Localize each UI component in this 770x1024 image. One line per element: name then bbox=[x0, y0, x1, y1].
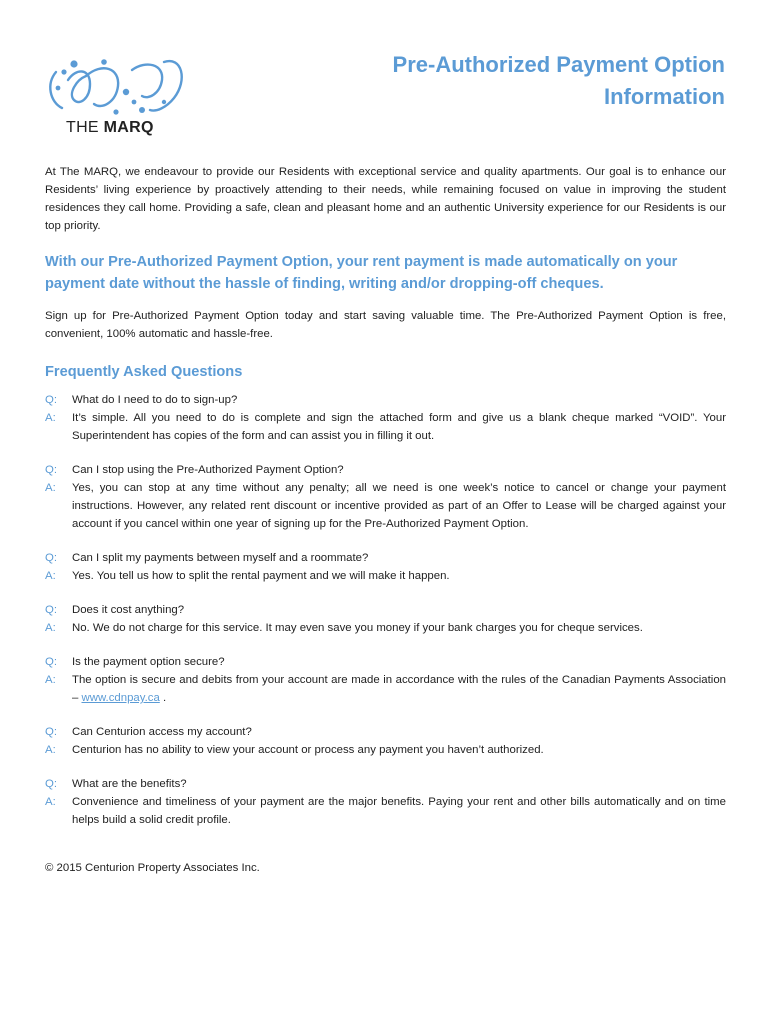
faq-question: What do I need to do to sign-up? bbox=[72, 394, 238, 406]
signup-paragraph: Sign up for Pre-Authorized Payment Option today and start saving valuable time. The Pre-Authorized Payment Option is free, convenient, 100% automatic and hassle-free. bbox=[45, 310, 726, 340]
question-label: Q: bbox=[45, 394, 58, 406]
faq-answer: The option is secure and debits from your account are made in accordance with the rules of the Canadian Payments Association – www.cdnpay.ca . bbox=[72, 674, 726, 704]
faq-question: Can I split my payments between myself and a roommate? bbox=[72, 552, 369, 564]
question-label: Q: bbox=[45, 778, 58, 790]
the-marq-logo bbox=[46, 50, 196, 140]
logo-wordmark: THE MARQ bbox=[66, 119, 154, 136]
page-title-line-2: Information bbox=[604, 84, 725, 109]
document-body bbox=[45, 163, 726, 877]
question-label: Q: bbox=[45, 464, 58, 476]
page-title bbox=[365, 49, 725, 113]
faq-answer: Yes, you can stop at any time without any penalty; all we need is one week’s notice to cancel or change your payment instructions. However, any related rent discount or incentive provided as part of an Offer to Lease will be charged against your account if you cancel within one year of signing up for the Pre-Authorized Payment Option. bbox=[72, 482, 726, 530]
copyright-footer: © 2015 Centurion Property Associates Inc. bbox=[45, 862, 260, 874]
faq-item bbox=[45, 653, 726, 707]
answer-label: A: bbox=[45, 412, 56, 424]
logo-swirl-icon bbox=[46, 50, 196, 120]
answer-label: A: bbox=[45, 744, 56, 756]
faq-item bbox=[45, 723, 726, 759]
faq-question: Can Centurion access my account? bbox=[72, 726, 252, 738]
faq-answer: It’s simple. All you need to do is complete and sign the attached form and give us a blank cheque marked “VOID”. Your Superintendent has copies of the form and can assist you in filling it out. bbox=[72, 412, 726, 442]
question-label: Q: bbox=[45, 552, 58, 564]
faq-answer: Yes. You tell us how to split the rental payment and we will make it happen. bbox=[72, 570, 450, 582]
cdnpay-link[interactable]: www.cdnpay.ca bbox=[81, 692, 160, 704]
faq-answer: Centurion has no ability to view your account or process any payment you haven’t authorized. bbox=[72, 744, 544, 756]
faq-question: Is the payment option secure? bbox=[72, 656, 225, 668]
headline-paragraph: With our Pre-Authorized Payment Option, your rent payment is made automatically on your payment date without the hassle of finding, writing and/or dropping-off cheques. bbox=[45, 254, 678, 292]
page-title-line-1: Pre-Authorized Payment Option bbox=[392, 52, 725, 77]
intro-paragraph: At The MARQ, we endeavour to provide our Residents with exceptional service and quality apartments. Our goal is to enhance our Residents’ living experience by proactively attending to their needs, while remaining focused on value in improving the student residences they call home. Providing a safe, clean and pleasant home and an authentic University experience for our Residents is our top priority. bbox=[45, 166, 726, 232]
faq-question: Can I stop using the Pre-Authorized Payment Option? bbox=[72, 464, 344, 476]
faq-question: Does it cost anything? bbox=[72, 604, 185, 616]
answer-label: A: bbox=[45, 482, 56, 494]
faq-item bbox=[45, 461, 726, 533]
answer-label: A: bbox=[45, 570, 56, 582]
faq-item bbox=[45, 549, 726, 585]
question-label: Q: bbox=[45, 656, 58, 668]
faq-item bbox=[45, 391, 726, 445]
answer-label: A: bbox=[45, 796, 56, 808]
answer-label: A: bbox=[45, 674, 56, 686]
faq-question: What are the benefits? bbox=[72, 778, 187, 790]
faq-answer: Convenience and timeliness of your payment are the major benefits. Paying your rent and other bills automatically and on time helps build a solid credit profile. bbox=[72, 796, 726, 826]
question-label: Q: bbox=[45, 604, 58, 616]
faq-item bbox=[45, 601, 726, 637]
faq-item bbox=[45, 775, 726, 829]
answer-label: A: bbox=[45, 622, 56, 634]
question-label: Q: bbox=[45, 726, 58, 738]
faq-answer: No. We do not charge for this service. It may even save you money if your bank charges you for cheque services. bbox=[72, 622, 643, 634]
faq-heading: Frequently Asked Questions bbox=[45, 364, 243, 380]
